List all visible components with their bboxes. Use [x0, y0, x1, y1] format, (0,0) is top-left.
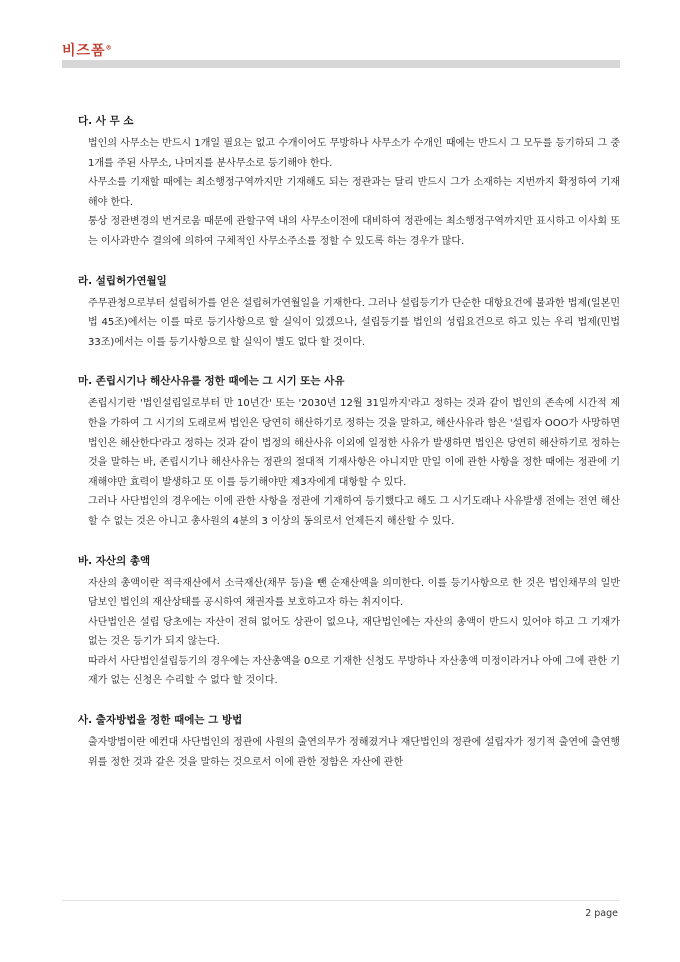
section-title: 사. 출자방법을 정한 때에는 그 방법	[78, 714, 243, 727]
paragraph: 사무소를 기재할 때에는 최소행정구역까지만 기재해도 되는 정관과는 달리 반드시 그가 소재하는 지번까지 확정하여 기재해야 한다.	[88, 177, 620, 208]
section-total-assets	[80, 552, 620, 692]
paragraph: 주무관청으로부터 설립허가를 얻은 설립허가연월일을 기재한다. 그러나 설립등기가 단순한 대항요건에 불과한 법제(일본민법 45조)에서는 이를 따로 등기사항으로 할 실익이 있겠으나, 설립등기를 법인의 성립요건으로 하고 있는 우리 법제(민법 33조)에서는 이를 등기사항으로 할 실익이 별도 없다 할 것이다.	[88, 297, 620, 348]
paragraph: 통상 정관변경의 번거로움 때문에 관할구역 내의 사무소이전에 대비하여 정관에는 최소행정구역까지만 표시하고 이사회 또는 이사과반수 결의에 의하여 구체적인 사무소주소를 정할 수 있도록 하는 경우가 많다.	[88, 216, 620, 247]
section-title: 다. 사 무 소	[78, 115, 134, 127]
footer-divider	[62, 900, 620, 901]
section-title: 라. 설립허가연월일	[78, 274, 167, 287]
page-header	[62, 36, 620, 72]
paragraph: 출자방법이란 예컨대 사단법인의 정관에 사원의 출연의무가 정해졌거나 재단법인의 정관에 설립자가 정기적 출연에 출연행위를 정한 것과 같은 것을 말하는 것으로서 이에 관한 정함은 자산에 관한	[88, 737, 620, 768]
paragraph: 따라서 사단법인설립등기의 경우에는 자산총액을 0으로 기재한 신청도 무방하나 자산총액 미정이라거나 아예 그에 관한 기재가 없는 신청은 수리할 수 없다 할 것이다.	[88, 655, 620, 687]
paragraph: 사단법인은 설립 당초에는 자산이 전혀 없어도 상관이 없으나, 재단법인에는 자산의 총액이 반드시 있어야 하고 그 기재가 없는 것은 등기가 되지 않는다.	[88, 616, 620, 648]
section-title: 바. 자산의 총액	[78, 554, 151, 567]
header-bar	[62, 60, 620, 68]
paragraph: 그러나 사단법인의 경우에는 이에 관한 사항을 정관에 기재하여 등기했다고 해도 그 시기도래나 사유발생 전에는 전연 해산할 수 없는 것은 아니고 총사원의 4분의 3 이상의 동의로서 언제든지 해산할 수 있다.	[88, 496, 620, 527]
paragraph: 존립시기란 '법인설립일로부터 만 10년간' 또는 '2030년 12월 31일까지'라고 정하는 것과 같이 법인의 존속에 시간적 제한을 가하여 그 시기의 도래로써 법인은 당연히 해산하기로 정하는 것을 말하고, 해산사유라 함은 '설립자 OOO가 사망하면 법인은 해산한다'라고 정하는 것과 같이 법정의 해산사유 이외에 일정한 사유가 발생하면 법인은 당연히 해산하기로 정하는 것을 말하는 바, 존립시기나 해산사유는 정관의 절대적 기재사항은 아니지만 만일 이에 관한 사항을 정한 때에는 정관에 기재해야만 효력이 발생하고 또 이를 등기해야만 제3자에게 대항할 수 있다.	[88, 398, 620, 488]
paragraph: 자산의 총액이란 적극재산에서 소극재산(채무 등)을 뺀 순재산액을 의미한다. 이를 등기사항으로 한 것은 법인채무의 일반담보인 법인의 재산상태를 공시하여 채권자를 보호하고자 하는 취지이다.	[88, 577, 620, 609]
document-body	[80, 112, 620, 792]
section-title: 마. 존립시기나 해산사유를 정한 때에는 그 시기 또는 사유	[78, 375, 345, 388]
paragraph: 법인의 사무소는 반드시 1개일 필요는 없고 수개이어도 무방하나 사무소가 수개인 때에는 반드시 그 모두를 등기하되 그 중 1개를 주된 사무소, 나머지를 분사무소로 등기해야 한다.	[88, 138, 620, 169]
section-duration-dissolution	[80, 372, 620, 531]
section-contribution-method	[80, 711, 620, 772]
section-office	[80, 112, 620, 252]
section-permit-date	[80, 272, 620, 353]
page-number: 2 page	[585, 908, 618, 919]
bizform-logo: 비즈폼®	[62, 43, 113, 59]
